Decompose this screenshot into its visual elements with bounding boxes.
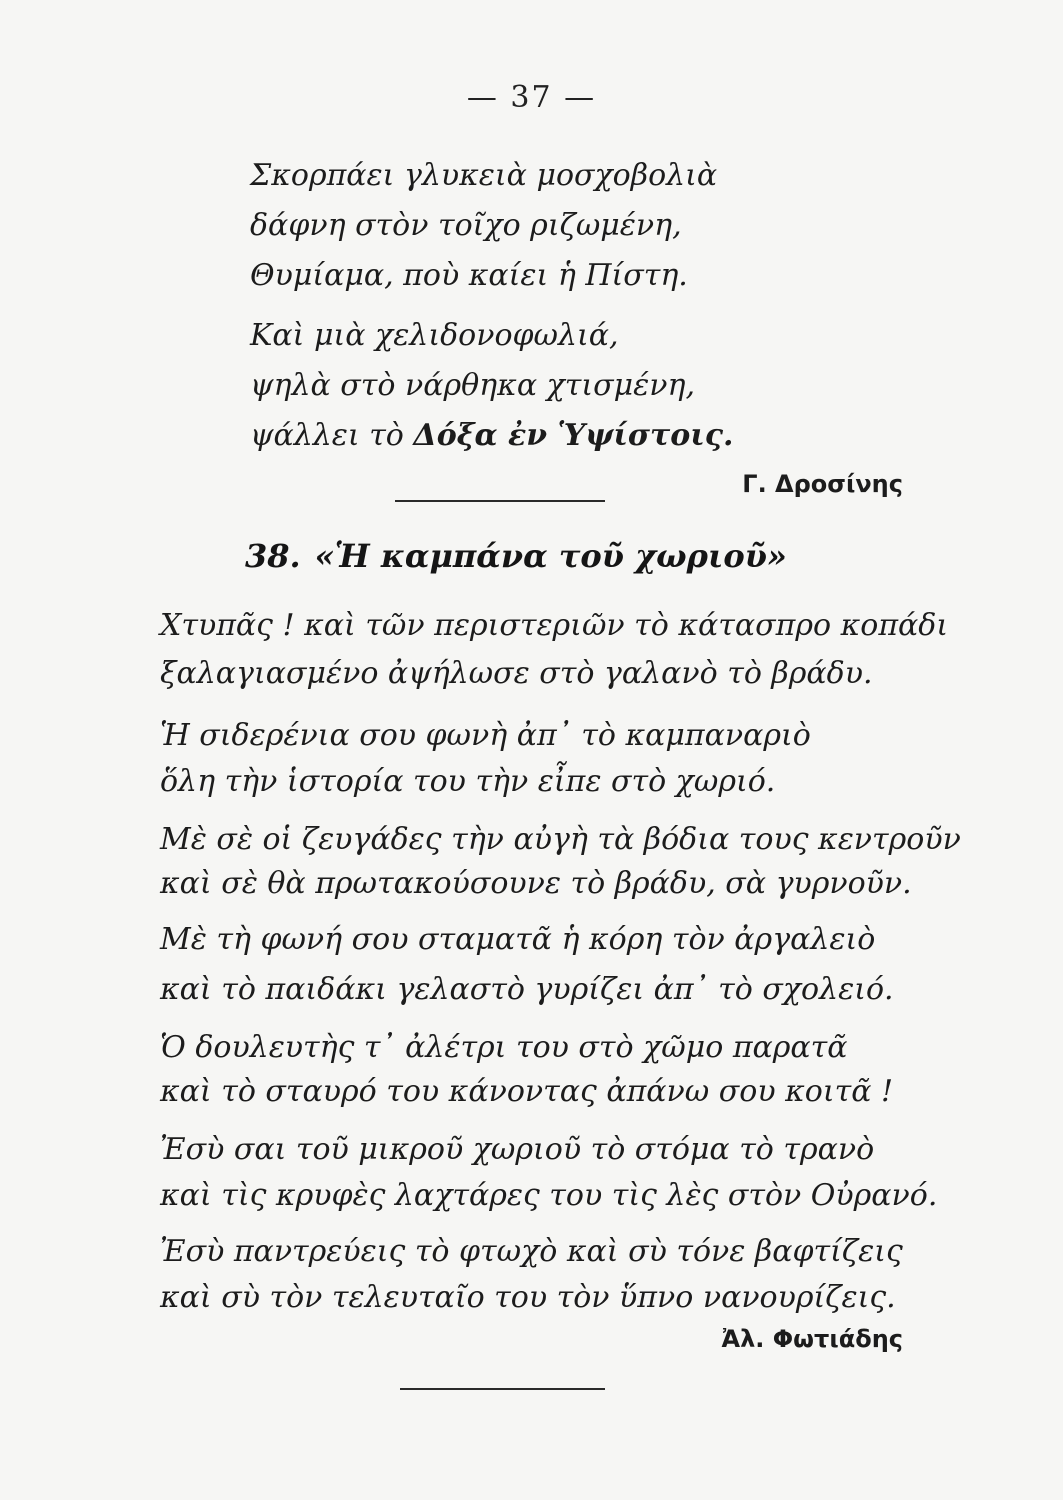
poem-title-text: «Ἡ καμπάνα τοῦ χωριοῦ» [314,537,787,575]
poem2-line-1: Χτυπᾶς ! καὶ τῶν περιστεριῶν τὸ κάτασπρο κοπάδι [160,608,949,643]
page-number: — 37 — [466,80,597,115]
doxa-phrase: Δόξα ἐν Ὑψίστοις. [413,418,734,453]
author-fotiadis: Ἀλ. Φωτιάδης [721,1325,903,1353]
author-drosinis: Γ. Δροσίνης [742,470,903,498]
poem1-line-6-prefix: ψάλλει τὸ [250,418,404,453]
poem2-line-5: Μὲ σὲ οἱ ζευγάδες τὴν αὐγὴ τὰ βόδια τους κεντροῦν [160,822,961,857]
poem1-line-2: δάφνη στὸν τοῖχο ριζωμένη, [250,208,682,243]
poem2-line-12: καὶ τὶς κρυφὲς λαχτάρες του τὶς λὲς στὸν Οὐρανό. [160,1178,938,1213]
poem2-line-8: καὶ τὸ παιδάκι γελαστὸ γυρίζει ἀπ᾽ τὸ σχολειό. [160,972,894,1007]
poem-title [245,537,787,575]
poem1-line-6 [250,418,733,453]
poem1-line-5: ψηλὰ στὸ νάρθηκα χτισμένη, [250,368,695,403]
poem2-line-10: καὶ τὸ σταυρό του κάνοντας ἀπάνω σου κοιτᾶ ! [160,1074,894,1109]
poem2-line-2: ξαλαγιασμένο ἀψήλωσε στὸ γαλανὸ τὸ βράδυ. [160,656,873,691]
poem2-line-4: ὅλη τὴν ἱστορία του τὴν εἶπε στὸ χωριό. [160,764,776,799]
poem2-line-14: καὶ σὺ τὸν τελευταῖο του τὸν ὕπνο νανουρίζεις. [160,1280,896,1315]
poem1-line-4: Καὶ μιὰ χελιδονοφωλιά, [250,318,619,353]
poem-number: 38. [245,537,301,575]
poem1-line-3: Θυμίαμα, ποὺ καίει ἡ Πίστη. [250,258,688,293]
poem2-line-7: Μὲ τὴ φωνή σου σταματᾶ ἡ κόρη τὸν ἀργαλειὸ [160,922,876,957]
poem1-line-1: Σκορπάει γλυκειὰ μοσχοβολιὰ [250,158,718,193]
poem2-line-3: Ἡ σιδερένια σου φωνὴ ἀπ᾽ τὸ καμπαναριὸ [160,718,811,753]
poem2-line-9: Ὁ δουλευτὴς τ᾽ ἀλέτρι του στὸ χῶμο παρατᾶ [160,1030,848,1065]
section-divider [395,500,605,502]
poem2-line-11: Ἐσὺ σαι τοῦ μικροῦ χωριοῦ τὸ στόμα τὸ τρανὸ [160,1132,875,1167]
poem2-line-6: καὶ σὲ θὰ πρωτακούσουνε τὸ βράδυ, σὰ γυρνοῦν. [160,866,912,901]
bottom-divider [400,1388,605,1390]
poem2-line-13: Ἐσὺ παντρεύεις τὸ φτωχὸ καὶ σὺ τόνε βαφτίζεις [160,1234,903,1269]
